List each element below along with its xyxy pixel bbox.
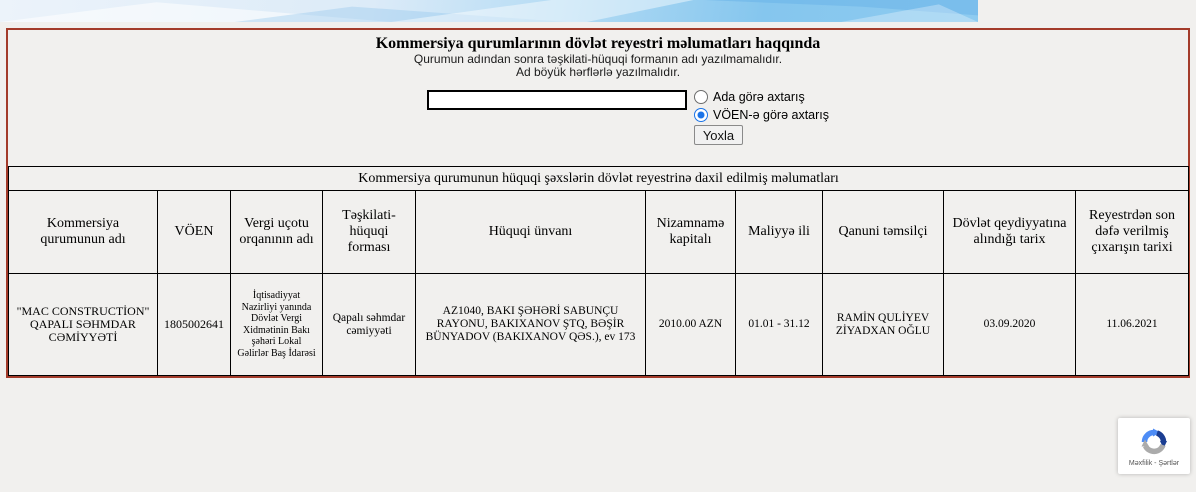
radio-label-name-search: Ada görə axtarış: [713, 90, 805, 104]
cell-registration-date: 03.09.2020: [944, 274, 1076, 376]
table-caption-row: [9, 167, 1189, 191]
recaptcha-icon: [1137, 426, 1171, 458]
search-input[interactable]: [427, 90, 687, 110]
radio-button-icon[interactable]: [694, 90, 708, 104]
cell-company-name: "MAC CONSTRUCTİON" QAPALI SƏHMDAR CƏMİYYƏTİ: [9, 274, 158, 376]
cell-legal-representative: RAMİN QULİYEV ZİYADXAN OĞLU: [823, 274, 944, 376]
col-header-legal-representative: Qanuni təmsilçi: [823, 191, 944, 274]
col-header-legal-form: Təşkilati-hüquqi forması: [323, 191, 416, 274]
search-mode-options: [694, 88, 829, 124]
col-header-fiscal-year: Maliyyə ili: [736, 191, 823, 274]
table-row: [9, 274, 1189, 376]
col-header-company-name: Kommersiya qurumunun adı: [9, 191, 158, 274]
page-title: Kommersiya qurumlarının dövlət reyestri məlumatları haqqında: [375, 35, 821, 52]
cell-legal-form: Qapalı səhmdar cəmiyyəti: [323, 274, 416, 376]
radio-button-icon[interactable]: [694, 108, 708, 122]
header-banner-image: [0, 0, 978, 22]
table-caption: Kommersiya qurumunun hüquqi şəxslərin dövlət reyestrinə daxil edilmiş məlumatları: [9, 167, 1189, 191]
col-header-voen: VÖEN: [158, 191, 231, 274]
registry-panel: [6, 28, 1190, 378]
col-header-tax-authority: Vergi uçotu orqanının adı: [231, 191, 323, 274]
cell-last-extract-date: 11.06.2021: [1076, 274, 1189, 376]
cell-tax-authority: İqtisadiyyat Nazirliyi yanında Dövlət Vergi Xidmətinin Bakı şəhəri Lokal Gəlirlər Baş İdarəsi: [231, 274, 323, 376]
cell-charter-capital: 2010.00 AZN: [646, 274, 736, 376]
col-header-charter-capital: Nizamnamə kapitalı: [646, 191, 736, 274]
radio-option-name-search[interactable]: [694, 88, 829, 106]
col-header-legal-address: Hüquqi ünvanı: [416, 191, 646, 274]
form-note-line2: Ad böyük hərflərlə yazılmalıdır.: [515, 65, 681, 79]
radio-option-voen-search[interactable]: [694, 106, 829, 124]
recaptcha-badge[interactable]: [1118, 418, 1190, 474]
form-note-line1: Qurumun adından sonra təşkilati-hüquqi formanın adı yazılmamalıdır.: [413, 52, 783, 66]
cell-voen: 1805002641: [158, 274, 231, 376]
cell-legal-address: AZ1040, BAKI ŞƏHƏRİ SABUNÇU RAYONU, BAKIXANOV ŞTQ, BƏŞİR BÜNYADOV (BAKIXANOV QƏS.), ev 173: [416, 274, 646, 376]
check-button[interactable]: Yoxla: [694, 125, 743, 145]
col-header-registration-date: Dövlət qeydiyyatına alındığı tarix: [944, 191, 1076, 274]
col-header-last-extract-date: Reyestrdən son dəfə verilmiş çıxarışın tarixi: [1076, 191, 1189, 274]
registry-table: [8, 166, 1189, 376]
cell-fiscal-year: 01.01 - 31.12: [736, 274, 823, 376]
recaptcha-privacy-terms-link[interactable]: Məxfilik - Şərtlər: [1128, 459, 1180, 467]
table-header-row: [9, 191, 1189, 274]
radio-label-voen-search: VÖEN-ə görə axtarış: [713, 108, 830, 122]
search-form: [8, 88, 1188, 166]
